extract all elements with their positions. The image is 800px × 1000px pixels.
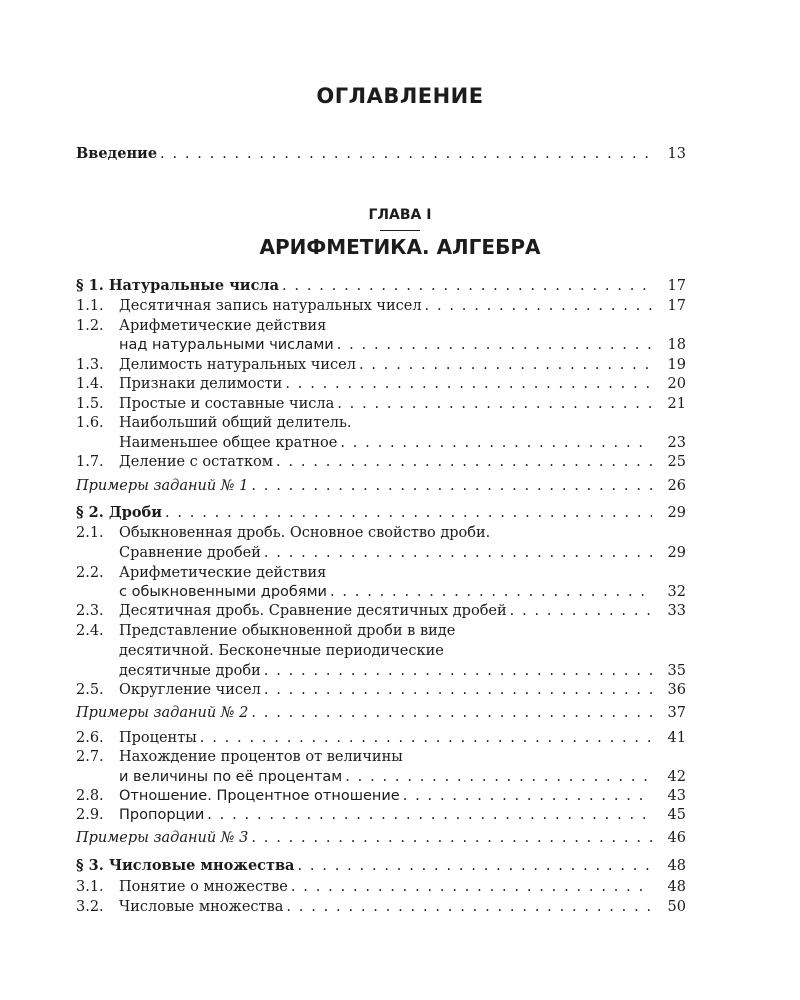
dot-leader [294,856,652,876]
entry-title: Деление с остатком [119,454,274,470]
dot-leader [327,582,652,602]
dot-leader [356,355,652,375]
entry-number: 2.2. [76,565,104,581]
toc-examples-3[interactable] [76,828,686,848]
toc-entry-2-2[interactable] [76,563,686,583]
entry-title-line: Наибольший общий делитель. [119,415,352,431]
toc-entry-1-7[interactable] [76,452,686,472]
page-number: 36 [667,682,686,698]
entry-title: Проценты [119,730,197,746]
entry-number: 2.5. [76,682,104,698]
page-number: 20 [667,376,686,392]
page-number: 23 [667,435,686,451]
page-number: 42 [667,769,686,785]
entry-title: Округление чисел [119,682,261,698]
dot-leader [248,703,652,723]
page-number: 46 [667,830,686,846]
entry-number: 3.2. [76,899,104,915]
page-number: 17 [667,298,686,314]
dot-leader [288,877,652,897]
toc-entry-1-2-cont[interactable] [76,335,686,355]
entry-title: Примеры заданий № 2 [76,705,249,721]
dot-leader [261,661,652,681]
toc-section-1[interactable] [76,276,686,296]
dot-leader [282,374,652,394]
page-number: 19 [667,357,686,373]
page-number: 41 [667,730,686,746]
toc-entry-1-2[interactable] [76,316,686,336]
entry-title: Делимость натуральных чисел [119,357,356,373]
toc-entry-2-4-cont[interactable] [76,641,686,661]
toc-entry-2-4[interactable] [76,621,686,641]
page-number: 13 [667,146,686,162]
toc-entry-1-3[interactable] [76,355,686,375]
dot-leader [334,394,652,414]
dot-leader [248,476,652,496]
dot-leader [337,433,652,453]
toc-entry-2-8[interactable] [76,786,686,806]
page-number: 37 [667,705,686,721]
toc-entry-1-6-cont[interactable] [76,433,686,453]
dot-leader [273,452,652,472]
entry-title-line: Наименьшее общее кратное [119,435,338,451]
page-number: 45 [667,807,686,823]
entry-title-line: Сравнение дробей [119,545,261,561]
toc-entry-3-2[interactable] [76,897,686,917]
dot-leader [507,601,652,621]
section-title: § 1. Натуральные числа [76,277,280,294]
page-number: 50 [667,899,686,915]
chapter-divider [380,230,420,231]
dot-leader [334,335,652,355]
entry-title-line: десятичные дроби [119,663,261,679]
page-title: ОГЛАВЛЕНИЕ [316,84,484,108]
entry-title-line: Представление обыкновенной дроби в виде [119,623,456,639]
chapter-title: АРИФМЕТИКА. АЛГЕБРА [259,235,541,259]
entry-title-line: Арифметические действия [119,318,327,334]
entry-number: 1.5. [76,396,104,412]
toc-entry-2-1-cont[interactable] [76,543,686,563]
entry-title-line: над натуральными числами [119,337,334,353]
toc-examples-2[interactable] [76,703,686,723]
entry-title-line: десятичной. Бесконечные периодические [119,643,444,659]
toc-entry-1-4[interactable] [76,374,686,394]
dot-leader [162,503,652,523]
entry-number: 2.9. [76,807,104,823]
dot-leader [204,805,652,825]
entry-title: Десятичная запись натуральных чисел [119,298,422,314]
entry-number: 1.3. [76,357,104,373]
entry-title: Отношение. Процентное отношение [119,788,400,804]
page-number: 17 [667,278,686,294]
toc-entry-2-7-cont[interactable] [76,767,686,787]
entry-number: 2.3. [76,603,104,619]
page-number: 29 [667,505,686,521]
entry-title: Признаки делимости [119,376,283,392]
entry-number: 2.7. [76,749,104,765]
page-number: 32 [667,584,686,600]
entry-title: Пропорции [119,807,205,823]
toc-entry-2-2-cont[interactable] [76,582,686,602]
page-number: 29 [667,545,686,561]
entry-title: Примеры заданий № 1 [76,478,249,494]
entry-title: Введение [76,145,158,162]
entry-title: Десятичная дробь. Сравнение десятичных дробей [119,603,507,619]
entry-title-line: и величины по её процентам [119,769,343,785]
toc-entry-2-7[interactable] [76,747,686,767]
toc-entry-1-6[interactable] [76,413,686,433]
dot-leader [400,786,652,806]
entry-number: 1.1. [76,298,104,314]
entry-number: 2.4. [76,623,104,639]
dot-leader [283,897,652,917]
section-title: § 3. Числовые множества [76,857,295,874]
entry-number: 1.7. [76,454,104,470]
page-number: 35 [667,663,686,679]
toc-entry-1-1[interactable] [76,296,686,316]
toc-entry-2-5[interactable] [76,680,686,700]
page-number: 33 [667,603,686,619]
toc-entry-3-1[interactable] [76,877,686,897]
entry-number: 1.2. [76,318,104,334]
page-number: 26 [667,478,686,494]
toc-entry-2-3[interactable] [76,601,686,621]
entry-title: Числовые множества [119,899,284,915]
section-title: § 2. Дроби [76,504,162,521]
dot-leader [248,828,652,848]
entry-number: 3.1. [76,879,104,895]
toc-section-2[interactable] [76,503,686,523]
chapter-label: ГЛАВА I [368,207,432,223]
toc-examples-1[interactable] [76,476,686,496]
entry-number: 1.4. [76,376,104,392]
dot-leader [422,296,652,316]
toc-entry-2-1[interactable] [76,523,686,543]
entry-number: 2.6. [76,730,104,746]
toc-entry-2-4-cont2[interactable] [76,661,686,681]
entry-number: 2.8. [76,788,104,804]
dot-leader [261,543,652,563]
entry-title-line: Нахождение процентов от величины [119,749,403,765]
dot-leader [342,767,652,787]
entry-title-line: с обыкновенными дробями [119,584,327,600]
dot-leader [279,276,652,296]
entry-title-line: Арифметические действия [119,565,327,581]
entry-number: 1.6. [76,415,104,431]
toc-entry-1-5[interactable] [76,394,686,414]
entry-title: Понятие о множестве [119,879,288,895]
dot-leader [261,680,652,700]
toc-section-3[interactable] [76,856,686,876]
entry-title: Простые и составные числа [119,396,335,412]
toc-entry-intro[interactable] [76,144,686,164]
entry-number: 2.1. [76,525,104,541]
entry-title-line: Обыкновенная дробь. Основное свойство дроби. [119,525,491,541]
page-number: 48 [667,879,686,895]
page-number: 48 [667,858,686,874]
dot-leader [197,728,652,748]
page-number: 43 [667,788,686,804]
toc-entry-2-6[interactable] [76,728,686,748]
entry-title: Примеры заданий № 3 [76,830,249,846]
page-number: 21 [667,396,686,412]
dot-leader [157,144,652,164]
toc-entry-2-9[interactable] [76,805,686,825]
page-number: 25 [667,454,686,470]
page-number: 18 [667,337,686,353]
